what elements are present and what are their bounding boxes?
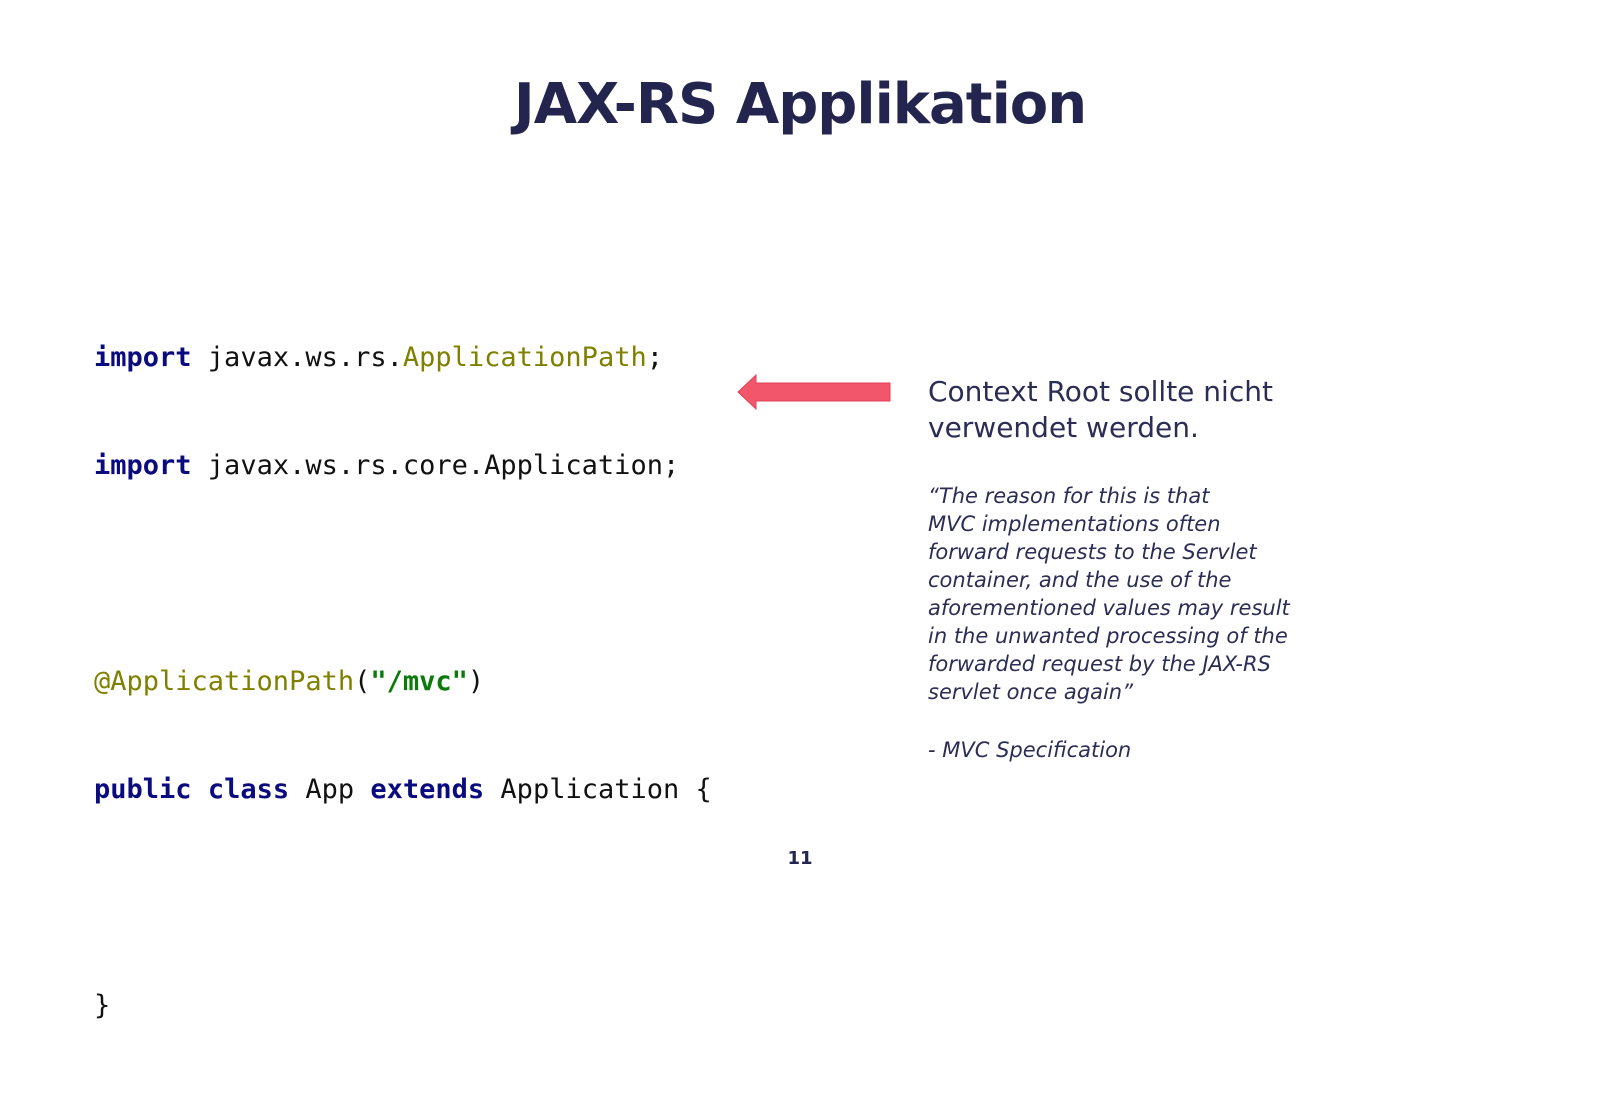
code-line-1 bbox=[94, 340, 712, 376]
code-block bbox=[94, 268, 712, 1096]
code-line-5 bbox=[94, 988, 712, 1024]
code-keyword: public bbox=[94, 774, 192, 805]
code-line-4 bbox=[94, 772, 712, 808]
arrow-left-icon bbox=[738, 374, 890, 410]
note-text bbox=[928, 374, 1348, 446]
quote-source: - MVC Specification bbox=[928, 738, 1132, 762]
note-line: Context Root sollte nicht bbox=[928, 375, 1273, 408]
code-line-3 bbox=[94, 664, 712, 700]
quote-line: aforementioned values may result bbox=[928, 596, 1290, 620]
code-text: ( bbox=[354, 666, 371, 697]
quote-line: in the unwanted processing of the bbox=[928, 624, 1288, 648]
spec-quote bbox=[928, 482, 1328, 706]
page-number: 11 bbox=[787, 848, 813, 869]
code-string: "/mvc" bbox=[370, 666, 468, 697]
quote-line: servlet once again” bbox=[928, 680, 1133, 704]
code-keyword: extends bbox=[370, 774, 485, 805]
code-keyword: import bbox=[94, 450, 192, 481]
code-annotation-name: ApplicationPath bbox=[402, 342, 647, 373]
quote-line: “The reason for this is that bbox=[928, 484, 1210, 508]
code-keyword: class bbox=[207, 774, 290, 805]
code-annotation: @ApplicationPath bbox=[94, 666, 355, 697]
quote-line: MVC implementations often bbox=[928, 512, 1221, 536]
code-blank-line bbox=[94, 556, 712, 592]
quote-line: forwarded request by the JAX-RS bbox=[928, 652, 1271, 676]
quote-line: container, and the use of the bbox=[928, 568, 1232, 592]
note-line: verwendet werden. bbox=[928, 411, 1199, 444]
code-text: javax.ws.rs.core.Application; bbox=[191, 450, 680, 481]
code-keyword: import bbox=[94, 342, 192, 373]
code-text: ; bbox=[646, 342, 663, 373]
slide-title: JAX-RS Applikation bbox=[513, 72, 1087, 137]
code-text: } bbox=[94, 990, 111, 1021]
quote-line: forward requests to the Servlet bbox=[928, 540, 1257, 564]
code-blank-line bbox=[94, 880, 712, 916]
code-text: javax.ws.rs. bbox=[191, 342, 403, 373]
code-line-2 bbox=[94, 448, 712, 484]
code-text: Application { bbox=[484, 774, 712, 805]
arrow-shape bbox=[738, 375, 890, 409]
code-text: ) bbox=[467, 666, 485, 697]
code-text: App bbox=[289, 774, 371, 805]
